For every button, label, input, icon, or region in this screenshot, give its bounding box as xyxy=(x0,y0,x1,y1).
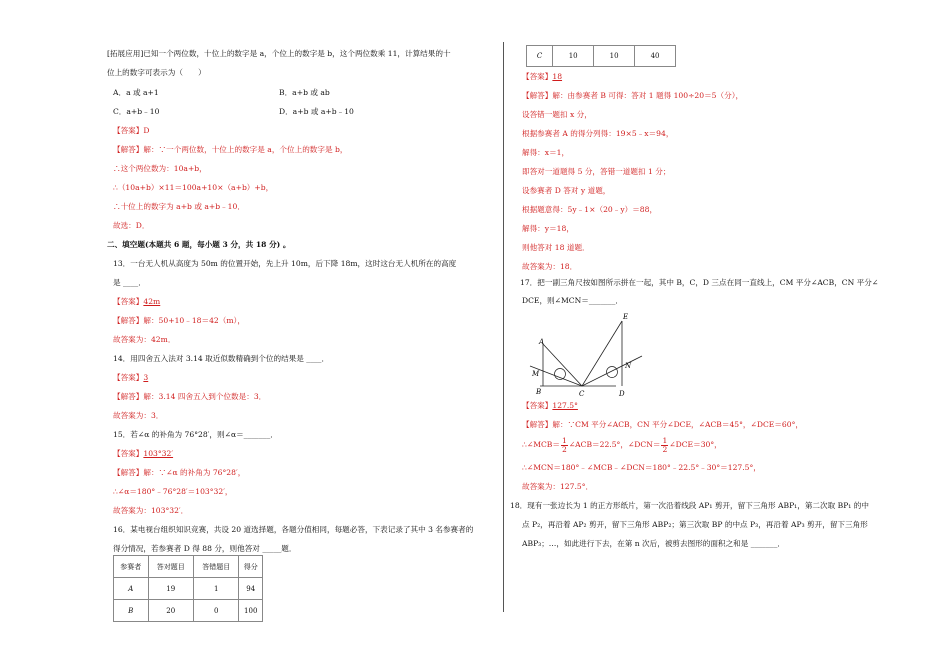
frac-denominator: 2 xyxy=(561,444,567,454)
answer-value: 42m xyxy=(143,297,161,306)
table-cell: 19 xyxy=(148,578,193,600)
q13-answer xyxy=(113,297,160,307)
table-row xyxy=(114,578,263,600)
q18-stem-line2: 点 P₂，再沿着 AP₂ 剪开，留下三角形 ABP₂；第三次取 BP 的中点 P₃，再沿着 AP₃ 剪开，留下三角形 xyxy=(522,520,868,529)
q12-explanation-1: 【解答】解：∵一个两位数，十位上的数字是 a，个位上的数字是 b， xyxy=(113,145,348,154)
table-header: 答错题目 xyxy=(193,556,238,578)
q16-explanation-1: 【解答】解：由参赛者 B 可得：答对 1 题得 100÷20＝5（分）， xyxy=(522,91,744,100)
q13-explanation-1: 【解答】解：50+10﹣18＝42（m）， xyxy=(113,316,245,325)
q13-stem-line1: 13．一台无人机从高度为 50m 的位置开始，先上升 10m，后下降 18m，这时这台无人机所在的高度 xyxy=(113,259,457,268)
answer-label: 【答案】 xyxy=(113,373,144,382)
table-cell: 10 xyxy=(553,46,594,67)
q17-explanation-3: ∴∠MCN＝180°﹣∠MCB﹣∠DCN＝180°﹣22.5°﹣30°＝127.5°， xyxy=(522,463,761,472)
answer-value: 3 xyxy=(143,373,149,382)
left-column xyxy=(107,0,492,672)
q16-answer xyxy=(522,72,562,82)
table-row xyxy=(114,600,263,622)
q16-explanation-8: 解得：y＝18， xyxy=(522,224,574,233)
point-a-label: A xyxy=(539,338,545,346)
exp-text: ∠DCE＝30°， xyxy=(669,440,722,449)
point-d-label: D xyxy=(619,390,625,398)
q15-explanation-3: 故答案为：103°32′． xyxy=(113,506,189,515)
exp-text: ∴∠MCB＝ xyxy=(522,440,560,449)
q17-stem-line1: 17．把一副三角尺按如图所示拼在一起，其中 B，C，D 三点在同一直线上，CM 平分∠ACB，CN 平分∠ xyxy=(520,278,879,287)
score-table xyxy=(113,555,263,622)
q17-answer xyxy=(522,401,578,411)
table-cell: B xyxy=(114,600,149,622)
answer-label: 【答案】 xyxy=(522,72,553,81)
q16-explanation-3: 根据参赛者 A 的得分列得：19×5﹣x＝94， xyxy=(522,129,674,138)
score-table-continued xyxy=(526,45,676,67)
fraction-half xyxy=(661,437,668,454)
q16-stem-line2: 得分情况，若参赛者 D 得 88 分，则他答对 _____题． xyxy=(113,544,297,553)
table-header: 得分 xyxy=(239,556,263,578)
q12-option-c: C．a+b﹣10 xyxy=(113,107,160,116)
q14-answer xyxy=(113,373,148,383)
q16-explanation-7: 根据题意得：5y﹣1×（20﹣y）＝88， xyxy=(522,205,658,214)
q12-answer: 【答案】D xyxy=(113,126,150,135)
table-cell: C xyxy=(527,46,553,67)
q15-answer xyxy=(113,449,173,459)
q17-stem-line2: DCE，则∠MCN＝_______． xyxy=(522,296,623,305)
q16-explanation-9: 则他答对 18 道题． xyxy=(522,243,590,252)
q18-stem-line1: 18．现有一张边长为 1 的正方形纸片，第一次沿着线段 AP₁ 剪开，留下三角形 ABP₁，第二次取 BP₁ 的中 xyxy=(510,501,869,510)
point-e-label: E xyxy=(623,313,629,321)
line-ac xyxy=(543,344,582,386)
q13-stem-line2: 是 ____． xyxy=(113,278,146,287)
q16-explanation-4: 解得：x＝1， xyxy=(522,148,570,157)
triangle-figure xyxy=(526,308,656,398)
table-cell: 20 xyxy=(148,600,193,622)
table-row xyxy=(527,46,676,67)
point-n-label: N xyxy=(625,362,632,370)
q15-stem: 15．若∠α 的补角为 76°28′，则∠α＝_______． xyxy=(113,430,278,439)
frac-numerator: 1 xyxy=(561,435,567,445)
q12-stem-line1: [拓展应用]已知一个两位数，十位上的数字是 a，个位上的数字是 b，这个两位数乘 11，计算结果的十 xyxy=(107,49,451,58)
point-c-label: C xyxy=(579,390,585,398)
table-cell: 100 xyxy=(239,600,263,622)
point-b-label: B xyxy=(536,388,542,396)
table-header: 参赛者 xyxy=(114,556,149,578)
right-column xyxy=(510,0,879,672)
q12-explanation-4: ∴十位上的数字为 a+b 或 a+b﹣10． xyxy=(113,202,245,211)
section-title: 二、填空题(本题共 6 题，每小题 3 分，共 18 分) 。 xyxy=(107,240,291,249)
q12-explanation-5: 故选：D． xyxy=(113,221,150,230)
table-cell: 94 xyxy=(239,578,263,600)
answer-value: 103°32′ xyxy=(143,449,174,458)
q12-stem-line2: 位上的数字可表示为（ ） xyxy=(107,68,206,77)
q14-explanation-1: 【解答】解：3.14 四舍五入到个位数是：3． xyxy=(113,392,267,401)
table-cell: A xyxy=(114,578,149,600)
q12-explanation-2: ∴这个两位数为：10a+b， xyxy=(113,164,207,173)
exp-text: ∠ACB＝22.5°，∠DCN＝ xyxy=(568,440,661,449)
q12-option-a: A．a 或 a+1 xyxy=(113,88,159,97)
answer-label: 【答案】 xyxy=(113,449,144,458)
q15-explanation-2: ∴∠α＝180°﹣76°28′＝103°32′， xyxy=(113,487,233,496)
q12-option-d: D．a+b 或 a+b﹣10 xyxy=(279,107,354,116)
q15-explanation-1: 【解答】解：∵∠α 的补角为 76°28′， xyxy=(113,468,246,477)
answer-label: 【答案】 xyxy=(522,401,553,410)
table-cell: 1 xyxy=(193,578,238,600)
table-header: 答对题目 xyxy=(148,556,193,578)
table-header-row xyxy=(114,556,263,578)
q16-explanation-5: 即答对一道题得 5 分，答错一道题扣 1 分； xyxy=(522,167,671,176)
point-m-label: M xyxy=(532,370,540,378)
q16-explanation-6: 设参赛者 D 答对 y 道题， xyxy=(522,186,611,195)
table-cell: 10 xyxy=(594,46,635,67)
q17-explanation-2 xyxy=(522,436,722,454)
q17-explanation-1: 【解答】解：∵CM 平分∠ACB，CN 平分∠DCE，∠ACB＝45°，∠DCE＝60°， xyxy=(522,420,803,429)
answer-value: 18 xyxy=(552,72,563,81)
table-cell: 0 xyxy=(193,600,238,622)
q12-option-b: B．a+b 或 ab xyxy=(279,88,330,97)
answer-label: 【答案】 xyxy=(113,297,144,306)
angle-mark-right xyxy=(607,367,618,378)
q14-explanation-2: 故答案为：3． xyxy=(113,411,164,420)
table-cell: 40 xyxy=(635,46,676,67)
frac-denominator: 2 xyxy=(662,444,668,454)
column-divider xyxy=(503,42,504,612)
q17-explanation-4: 故答案为：127.5°． xyxy=(522,482,594,491)
frac-numerator: 1 xyxy=(662,435,668,445)
q16-explanation-2: 设答错一题扣 x 分， xyxy=(522,110,592,119)
q16-explanation-10: 故答案为：18． xyxy=(522,262,578,271)
q12-explanation-3: ∴（10a+b）×11＝100a+10×（a+b）+b， xyxy=(113,183,274,192)
q16-stem-line1: 16．某电视台组织知识竞赛，共设 20 道选择题，各题分值相同，每题必答，下表记录了其中 3 名参赛者的 xyxy=(113,525,474,534)
answer-value: 127.5° xyxy=(552,401,578,410)
q18-stem-line3: ABP₃；…，如此进行下去，在第 n 次后，被剪去图形的面积之和是 _______． xyxy=(522,539,785,548)
q14-stem: 14．用四舍五入法对 3.14 取近似数精确到个位的结果是 ____． xyxy=(113,354,330,363)
fraction-half xyxy=(561,437,568,454)
q13-explanation-2: 故答案为：42m． xyxy=(113,335,176,344)
